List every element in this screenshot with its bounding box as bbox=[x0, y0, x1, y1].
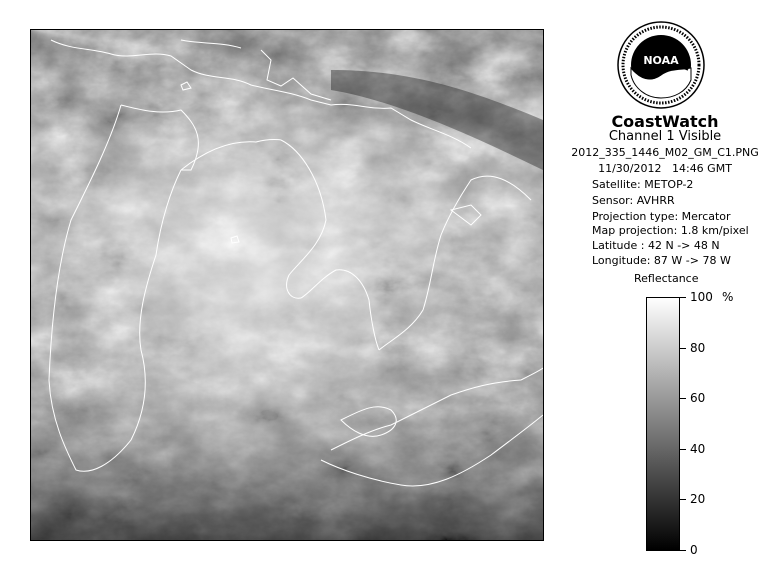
product-filename: 2012_335_1446_M02_GM_C1.PNG bbox=[571, 146, 759, 159]
colorbar-tick bbox=[680, 550, 686, 551]
colorbar-tick-label: 100 bbox=[690, 290, 713, 304]
product-time: 14:46 GMT bbox=[671, 162, 732, 175]
colorbar-tick-label: 0 bbox=[690, 543, 698, 557]
legend-title: Reflectance bbox=[634, 272, 699, 285]
satellite-label: Satellite: METOP-2 bbox=[592, 178, 694, 191]
colorbar-tick bbox=[680, 297, 686, 298]
colorbar-tick-label: 60 bbox=[690, 391, 706, 406]
product-subtitle: Channel 1 Visible bbox=[608, 129, 722, 144]
colorbar-tick-label: 40 bbox=[690, 441, 706, 456]
satellite-image bbox=[30, 29, 544, 541]
colorbar-tick-label: 80 bbox=[690, 340, 706, 355]
colorbar-tick bbox=[680, 449, 686, 450]
colorbar-tick bbox=[680, 348, 686, 349]
colorbar-tick bbox=[680, 499, 686, 500]
product-date: 11/30/2012 bbox=[598, 162, 662, 175]
product-datetime bbox=[560, 162, 770, 175]
product-title: CoastWatch bbox=[611, 112, 719, 131]
latitude-label: Latitude : 42 N -> 48 N bbox=[592, 239, 720, 252]
info-panel bbox=[560, 0, 782, 572]
map-projection-label: Map projection: 1.8 km/pixel bbox=[592, 224, 749, 237]
sensor-label: Sensor: AVHRR bbox=[592, 194, 675, 207]
satellite-image-graphic bbox=[31, 30, 543, 540]
logo-text: NOAA bbox=[643, 54, 679, 67]
longitude-label: Longitude: 87 W -> 78 W bbox=[592, 254, 731, 267]
noaa-logo bbox=[616, 20, 706, 110]
colorbar-tick-label: 20 bbox=[690, 492, 706, 507]
legend-unit: % bbox=[722, 290, 734, 304]
reflectance-colorbar bbox=[646, 297, 680, 551]
projection-type-label: Projection type: Mercator bbox=[592, 210, 731, 223]
colorbar-tick bbox=[680, 398, 686, 399]
